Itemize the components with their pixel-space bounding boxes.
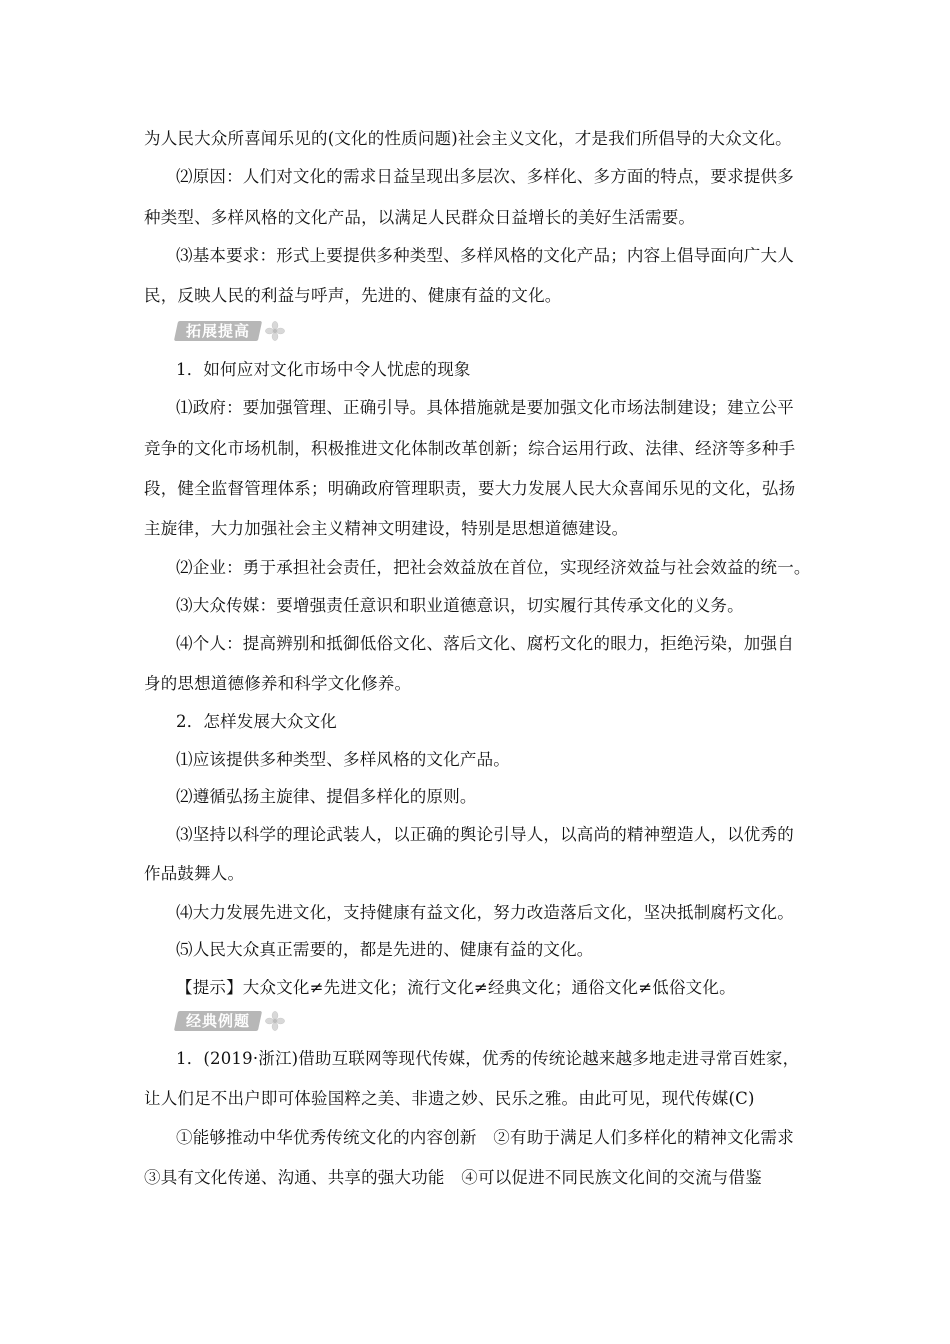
text-line: ⑴应该提供多种类型、多样风格的文化产品。: [176, 750, 510, 769]
option-line: ③具有文化传递、沟通、共享的强大功能 ④可以促进不同民族文化间的交流与借鉴: [144, 1168, 762, 1187]
text-line: ⑵企业：勇于承担社会责任，把社会效益放在首位，实现经济效益与社会效益的统一。: [176, 558, 811, 577]
text-line: ⑷个人：提高辨别和抵御低俗文化、落后文化、腐朽文化的眼力，拒绝污染，加强自: [176, 634, 794, 653]
text-line: ⑸人民大众真正需要的，都是先进的、健康有益的文化。: [176, 940, 594, 959]
question-line: 让人们足不出户即可体验国粹之美、非遗之妙、民乐之雅。由此可见，现代传媒(C): [144, 1089, 755, 1108]
text-line: ⑷大力发展先进文化，支持健康有益文化，努力改造落后文化，坚决抵制腐朽文化。: [176, 903, 794, 922]
flower-icon: [264, 1010, 286, 1032]
text-line: ⑴政府：要加强管理、正确引导。具体措施就是要加强文化市场法制建设；建立公平: [176, 398, 794, 417]
text-line: 竞争的文化市场机制，积极推进文化体制改革创新；综合运用行政、法律、经济等多种手: [144, 439, 796, 458]
question-line: 1．(2019·浙江)借助互联网等现代传媒，优秀的传统论越来越多地走进寻常百姓家，: [176, 1049, 800, 1068]
text-line: 种类型、多样风格的文化产品，以满足人民群众日益增长的美好生活需要。: [144, 208, 696, 227]
tip-line: 【提示】大众文化≠先进文化；流行文化≠经典文化；通俗文化≠低俗文化。: [176, 978, 736, 997]
text-line: 2．怎样发展大众文化: [176, 712, 337, 731]
option-line: ①能够推动中华优秀传统文化的内容创新 ②有助于满足人们多样化的精神文化需求: [176, 1128, 794, 1147]
text-line: 民，反映人民的利益与呼声，先进的、健康有益的文化。: [144, 286, 562, 305]
text-line: 作品鼓舞人。: [144, 864, 245, 883]
section-badge-classic: [176, 1010, 286, 1032]
text-line: 段，健全监督管理体系；明确政府管理职责，要大力发展人民大众喜闻乐见的文化，弘扬: [144, 479, 796, 498]
badge-label: 经典例题: [186, 1012, 251, 1030]
text-line: ⑶坚持以科学的理论武装人，以正确的舆论引导人，以高尚的精神塑造人，以优秀的: [176, 825, 794, 844]
section-badge-extend: [176, 320, 286, 342]
text-line: ⑵遵循弘扬主旋律、提倡多样化的原则。: [176, 787, 477, 806]
badge-label-box: [174, 1011, 262, 1031]
text-line: 为人民大众所喜闻乐见的(文化的性质问题)社会主义文化，才是我们所倡导的大众文化。: [144, 129, 792, 148]
text-line: 1．如何应对文化市场中令人忧虑的现象: [176, 360, 471, 379]
text-line: ⑶基本要求：形式上要提供多种类型、多样风格的文化产品；内容上倡导面向广大人: [176, 246, 794, 265]
badge-label: 拓展提高: [186, 322, 251, 340]
text-line: ⑶大众传媒：要增强责任意识和职业道德意识，切实履行其传承文化的义务。: [176, 596, 744, 615]
text-line: 主旋律，大力加强社会主义精神文明建设，特别是思想道德建设。: [144, 519, 629, 538]
badge-label-box: [174, 321, 262, 341]
text-line: 身的思想道德修养和科学文化修养。: [144, 674, 412, 693]
flower-icon: [264, 320, 286, 342]
text-line: ⑵原因：人们对文化的需求日益呈现出多层次、多样化、多方面的特点，要求提供多: [176, 167, 794, 186]
